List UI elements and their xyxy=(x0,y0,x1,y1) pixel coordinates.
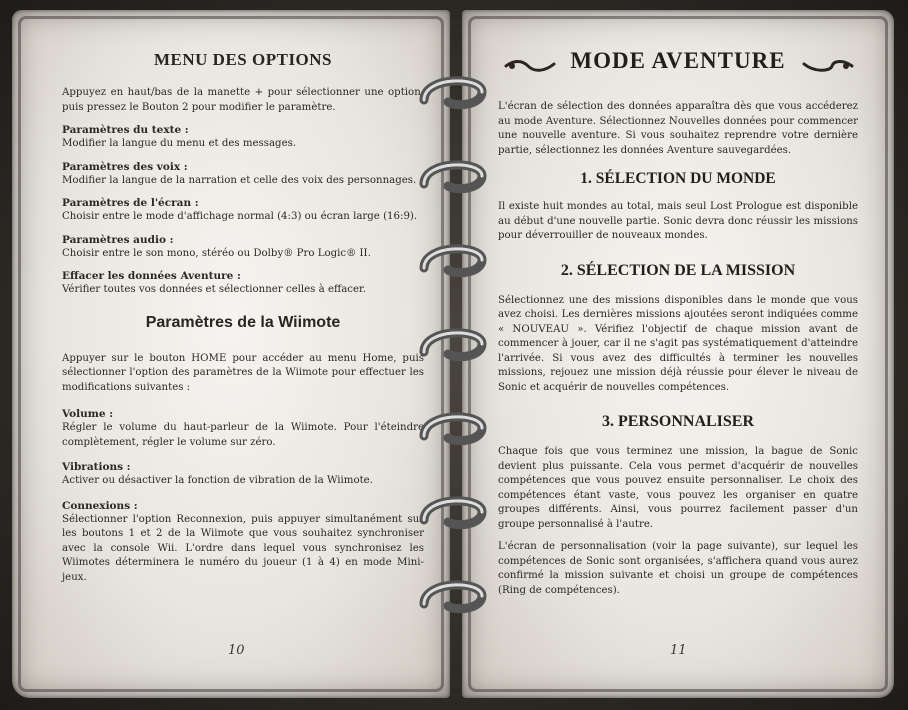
option-erase-data xyxy=(62,269,424,298)
option-description: Vérifier toutes vos données et sélectionner celles à effacer. xyxy=(62,284,367,295)
wiimote-section-title: Paramètres de la Wiimote xyxy=(145,313,341,331)
wiimote-option-volume xyxy=(62,407,424,450)
left-page xyxy=(12,10,450,698)
option-text-settings xyxy=(62,123,424,152)
option-screen-settings xyxy=(62,196,424,225)
section-paragraph: Il existe huit mondes au total, mais seul Lost Prologue est disponible au début d'une nouvelle partie. Sonic devra donc réussir les missions pour déverrouiller de nouveaux mondes. xyxy=(498,201,858,241)
binder-ring-icon xyxy=(418,154,488,198)
option-description: Choisir entre le son mono, stéréo ou Dolby® Pro Logic® II. xyxy=(62,247,371,259)
section-heading-world: 1. SÉLECTION DU MONDE xyxy=(580,170,776,187)
section-paragraph: Chaque fois que vous terminez une mission, la bague de Sonic devient plus puissante. Cela vous permet d'acquérir de nouvelles compétences que vous pouvez ensuite personnaliser. Le choix des compétences étant vaste, vous pouvez les organiser en quatre groupes différents. Ainsi, vous pourrez facilement passer d'un groupe personnalisé à l'autre. xyxy=(498,446,858,530)
section-heading-customize: 3. PERSONNALISER xyxy=(601,413,755,430)
binder-ring-icon xyxy=(418,490,488,534)
option-label: Volume : xyxy=(62,408,114,420)
option-label: Paramètres audio : xyxy=(62,233,174,246)
option-label: Connexions : xyxy=(62,499,138,512)
option-voice-settings xyxy=(62,160,424,189)
option-description: Activer ou désactiver la fonction de vibration de la Wiimote. xyxy=(62,475,373,486)
option-description: Sélectionner l'option Reconnexion, puis appuyer simultanément sur les boutons 1 et 2 de la Wiimote que vous souhaitez synchroniser avec la console Wii. L'ordre dans lequel vous synchronisez les Wiimotes déterminera le numéro du joueur (1 à 4) en mode Mini-jeux. xyxy=(62,513,424,583)
wiimote-option-connections xyxy=(62,499,424,586)
wiimote-intro: Appuyer sur le bouton HOME pour accéder au menu Home, puis sélectionner l'option des paramètres de la Wiimote pour effectuer les modifications suivantes : xyxy=(62,352,424,393)
option-description: Régler le volume du haut-parleur de la Wiimote. Pour l'éteindre complètement, régler le volume sur zéro. xyxy=(62,422,424,448)
binder-ring-icon xyxy=(418,322,488,366)
option-description: Choisir entre le mode d'affichage normal (4:3) ou écran large (16:9). xyxy=(62,211,418,222)
section-paragraph: Sélectionnez une des missions disponibles dans le monde que vous avez choisi. Les dernières missions ajoutées seront indiquées comme « NOUVEAU ». Vérifiez l'objectif de chaque mission avant de commencer à jouer, car il ne s'agit pas systématiquement d'atteindre l'arrivée. Si vous avez des difficultés à terminer les nouvelles missions, rejouez une mission déjà réussie pour élever le niveau de Sonic et acquérir de nouvelles compétences. xyxy=(498,294,858,393)
page-title: MODE AVENTURE xyxy=(570,48,786,73)
option-audio-settings xyxy=(62,233,424,262)
binder-ring-icon xyxy=(418,238,488,282)
option-label: Paramètres des voix : xyxy=(62,160,188,173)
option-label: Paramètres du texte : xyxy=(62,124,189,136)
right-page-content xyxy=(498,42,858,606)
binder-ring-icon xyxy=(418,70,488,114)
page-number: 11 xyxy=(670,643,687,658)
section-paragraph: L'écran de personnalisation (voir la page suivante), sur lequel les compétences de Sonic sont organisées, s'affichera quand vous aurez confirmé la mission suivante et choisi un groupe de compétences (Ring de compétences). xyxy=(498,541,858,596)
binder-ring-icon xyxy=(418,406,488,450)
section-heading-mission: 2. SÉLECTION DE LA MISSION xyxy=(560,261,796,279)
adventure-intro: L'écran de sélection des données apparaîtra dès que vous accéderez au mode Aventure. Sélectionnez Nouvelles données pour commencer une nouvelle aventure. Si vous souhaitez reprendre votre dernière partie, sélectionnez les données Aventure sauvegardées. xyxy=(498,101,858,156)
option-label: Vibrations : xyxy=(62,461,131,473)
page-number: 10 xyxy=(228,643,245,658)
option-label: Effacer les données Aventure : xyxy=(62,270,241,282)
option-description: Modifier la langue du menu et des messages. xyxy=(62,138,297,149)
title-banner xyxy=(498,42,858,86)
wiimote-option-vibrations xyxy=(62,460,424,489)
options-intro: Appuyez en haut/bas de la manette + pour sélectionner une option, puis pressez le Bouton 2 pour modifier le paramètre. xyxy=(62,87,424,113)
right-swirl-ornament xyxy=(802,58,854,74)
binder-rings xyxy=(418,70,488,660)
binder-ring-icon xyxy=(418,574,488,618)
left-page-content xyxy=(62,50,424,593)
right-page xyxy=(462,10,894,698)
option-label: Paramètres de l'écran : xyxy=(62,197,199,209)
option-description: Modifier la langue de la narration et celle des voix des personnages. xyxy=(62,174,417,186)
page-title: MENU DES OPTIONS xyxy=(153,50,333,69)
